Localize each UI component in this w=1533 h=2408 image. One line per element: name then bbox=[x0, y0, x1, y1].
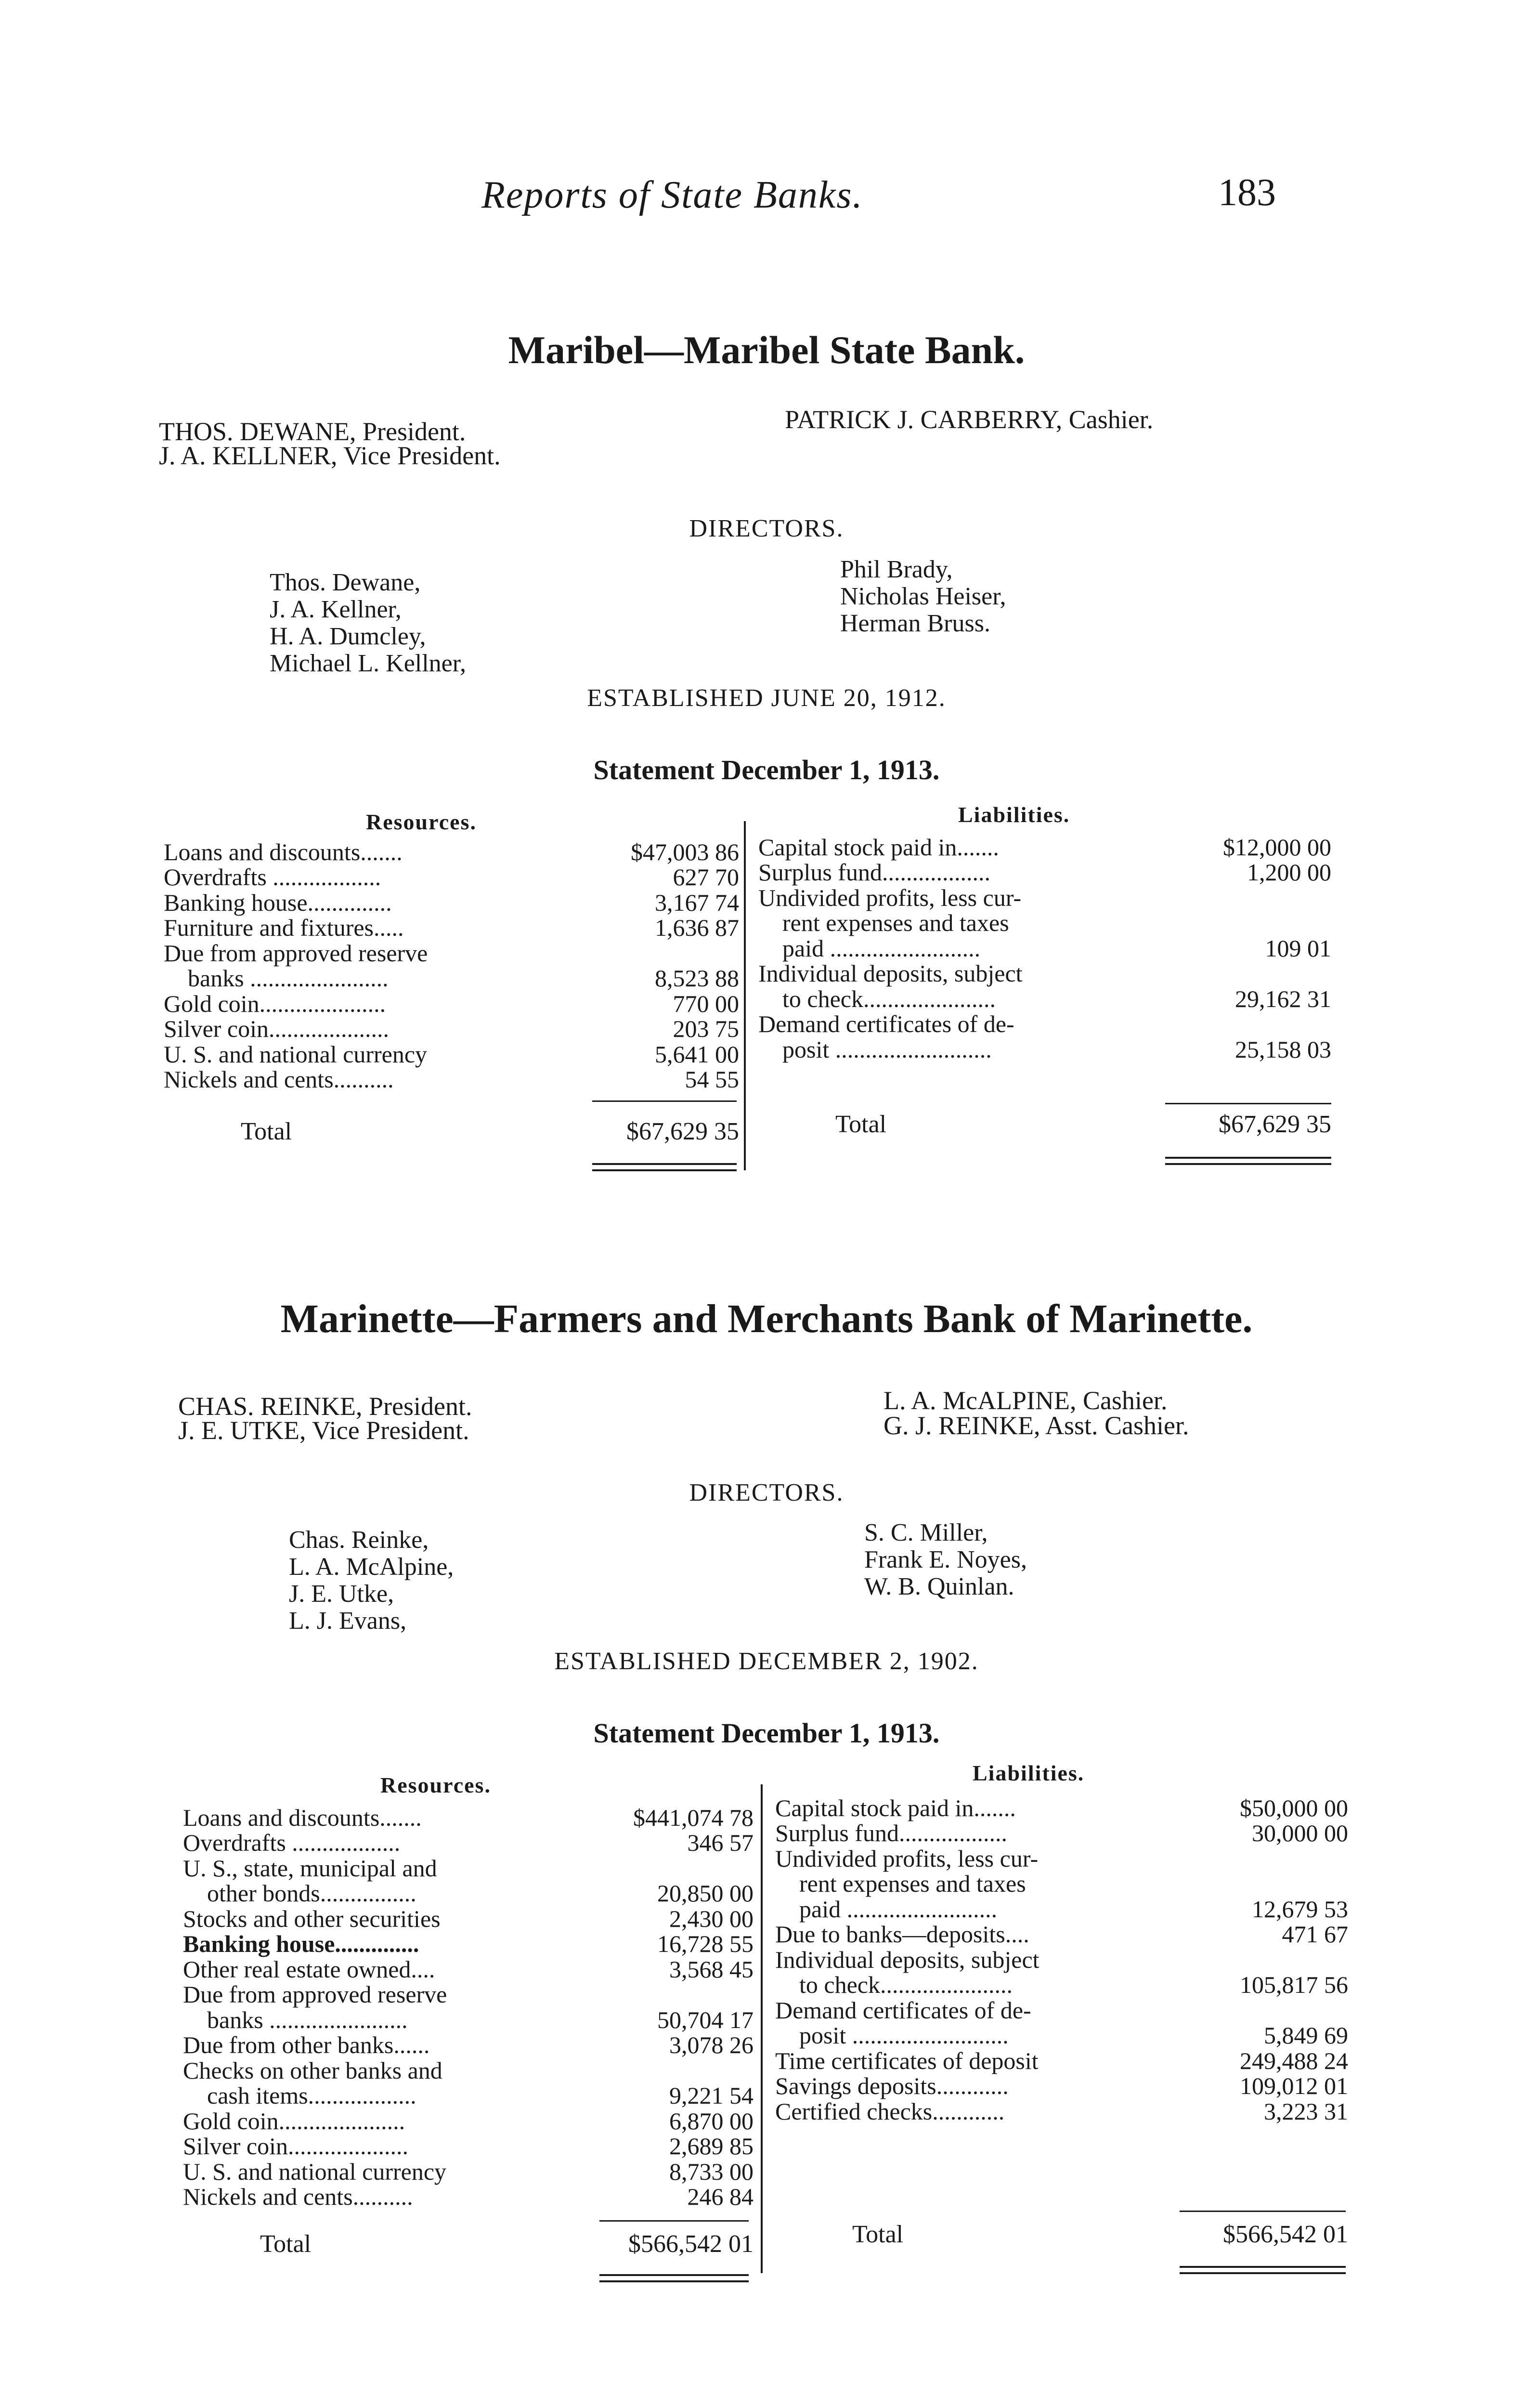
total-label: Total bbox=[241, 1118, 292, 1145]
ledger-item-amount: $441,074 78 bbox=[633, 1804, 754, 1831]
ledger-item-label: Undivided profits, less cur- bbox=[775, 1845, 1039, 1872]
director-name: Michael L. Kellner, bbox=[270, 650, 466, 677]
ledger-row bbox=[164, 1068, 739, 1094]
ledger-item-amount: 12,679 53 bbox=[1252, 1895, 1348, 1923]
director-name: L. J. Evans, bbox=[289, 1607, 407, 1635]
ledger-row bbox=[164, 967, 739, 993]
ledger-row bbox=[164, 891, 739, 916]
ledger-item-label: posit .......................... bbox=[782, 1035, 992, 1063]
ledger-item-amount: 3,568 45 bbox=[669, 1955, 754, 1983]
ledger-row bbox=[775, 1796, 1348, 1822]
ledger-row bbox=[164, 1040, 739, 1068]
ledger-item-label: posit .......................... bbox=[799, 2022, 1009, 2049]
ledger-item-amount: 770 00 bbox=[673, 990, 739, 1017]
liabilities-heading: Liabilities. bbox=[958, 802, 1070, 827]
ledger-item-amount: 3,078 26 bbox=[669, 2031, 754, 2058]
ledger-row bbox=[775, 1971, 1348, 1999]
ledger-row bbox=[183, 2160, 754, 2186]
liabilities-total-row bbox=[758, 1110, 1331, 1139]
ledger-row bbox=[164, 840, 739, 866]
ledger-item-label: Certified checks............ bbox=[775, 2097, 1005, 2125]
ledger-item-label: Checks on other banks and bbox=[183, 2056, 442, 2084]
ledger-item-label: Surplus fund.................. bbox=[775, 1819, 1007, 1846]
ledger-item-label: Silver coin.................... bbox=[183, 2133, 409, 2159]
ledger-item-label: Loans and discounts....... bbox=[183, 1804, 422, 1831]
ledger-row bbox=[775, 1819, 1348, 1847]
ledger-row bbox=[164, 939, 739, 967]
ledger-item-label: Undivided profits, less cur- bbox=[758, 884, 1022, 911]
column-divider bbox=[744, 821, 746, 1170]
total-amount: $67,629 35 bbox=[1219, 1111, 1331, 1138]
total-label: Total bbox=[852, 2221, 904, 2248]
ledger-row bbox=[183, 1930, 754, 1958]
director-name: S. C. Miller, bbox=[864, 1519, 988, 1546]
ledger-item-amount: 50,704 17 bbox=[657, 2006, 754, 2033]
ledger-item-amount: 249,488 24 bbox=[1240, 2047, 1348, 2074]
resources-total-row bbox=[183, 2230, 754, 2258]
ledger-item-label: Demand certificates of de- bbox=[758, 1010, 1014, 1037]
ledger-item-label: Nickels and cents.......... bbox=[183, 2183, 413, 2210]
total-amount: $566,542 01 bbox=[1223, 2221, 1348, 2248]
ledger-row bbox=[775, 2049, 1348, 2075]
ledger-item-label: Banking house.............. bbox=[164, 889, 392, 916]
director-name: Herman Bruss. bbox=[840, 610, 990, 637]
page-number: 183 bbox=[1218, 171, 1276, 214]
ledger-item-label: Due from approved reserve bbox=[183, 1981, 447, 2008]
ledger-item-amount: 105,817 56 bbox=[1240, 1971, 1348, 1998]
ledger-item-amount: 6,870 00 bbox=[669, 2107, 754, 2134]
ledger-item-label: Due from approved reserve bbox=[164, 939, 428, 967]
directors-heading: DIRECTORS. bbox=[689, 1479, 844, 1506]
ledger-item-label: U. S. and national currency bbox=[183, 2158, 447, 2185]
ledger-item-label: banks ....................... bbox=[188, 965, 389, 992]
ledger-item-label: to check...................... bbox=[782, 985, 996, 1012]
ledger-item-label: rent expenses and taxes bbox=[782, 909, 1009, 936]
ledger-row bbox=[183, 1806, 754, 1832]
ledger-item-amount: 9,221 54 bbox=[669, 2082, 754, 2109]
ledger-item-label: Individual deposits, subject bbox=[775, 1946, 1039, 1973]
liabilities-table bbox=[758, 833, 1331, 1063]
ledger-item-amount: 1,636 87 bbox=[655, 914, 739, 941]
ledger-item-amount: 25,158 03 bbox=[1235, 1035, 1331, 1063]
ledger-item-amount: 8,733 00 bbox=[669, 2158, 754, 2185]
officer-assistant-cashier: G. J. REINKE, Asst. Cashier. bbox=[883, 1411, 1189, 1440]
directors-list-left bbox=[289, 1527, 454, 1635]
ledger-item-label: to check...................... bbox=[799, 1971, 1013, 1998]
ledger-row bbox=[183, 1907, 754, 1933]
ledger-item-amount: 54 55 bbox=[685, 1066, 739, 1093]
director-name: J. A. Kellner, bbox=[270, 596, 402, 623]
ledger-row bbox=[183, 2084, 754, 2110]
ledger-item-amount: 2,430 00 bbox=[669, 1905, 754, 1932]
ledger-item-label: rent expenses and taxes bbox=[799, 1870, 1026, 1897]
ledger-item-amount: 471 67 bbox=[1282, 1921, 1348, 1948]
ledger-row bbox=[183, 2031, 754, 2059]
ledger-row bbox=[183, 1955, 754, 1983]
officer-president: THOS. DEWANE, President. bbox=[159, 417, 466, 446]
ledger-item-amount: 203 75 bbox=[673, 1015, 739, 1042]
ledger-item-label: Overdrafts .................. bbox=[164, 864, 381, 890]
ledger-item-label: Gold coin..................... bbox=[183, 2107, 405, 2134]
ledger-item-label: paid ......................... bbox=[782, 934, 981, 962]
director-name: Phil Brady, bbox=[840, 556, 953, 583]
ledger-item-amount: 109 01 bbox=[1265, 934, 1331, 962]
total-label: Total bbox=[835, 1111, 887, 1138]
ledger-item-label: Demand certificates of de- bbox=[775, 1996, 1031, 2024]
directors-list-left bbox=[270, 569, 466, 677]
ledger-item-amount: 20,850 00 bbox=[657, 1880, 754, 1907]
subtotal-rule bbox=[1180, 2211, 1346, 2212]
ledger-item-amount: $12,000 00 bbox=[1223, 833, 1331, 861]
officer-vice-president: J. A. KELLNER, Vice President. bbox=[159, 441, 501, 470]
ledger-row bbox=[758, 1010, 1331, 1038]
ledger-item-label: Due from other banks...... bbox=[183, 2031, 430, 2058]
ledger-item-label: Stocks and other securities bbox=[183, 1905, 441, 1932]
ledger-item-amount: 3,167 74 bbox=[655, 889, 739, 916]
ledger-row bbox=[758, 886, 1331, 912]
ledger-item-label: other bonds................ bbox=[207, 1880, 416, 1907]
ledger-item-label: Nickels and cents.......... bbox=[164, 1066, 394, 1093]
liabilities-table bbox=[775, 1796, 1348, 2125]
total-double-rule bbox=[592, 1163, 737, 1165]
director-name: Thos. Dewane, bbox=[270, 569, 421, 596]
ledger-item-amount: 29,162 31 bbox=[1235, 985, 1331, 1012]
ledger-item-amount: 2,689 85 bbox=[669, 2133, 754, 2159]
resources-total-row bbox=[164, 1117, 739, 1146]
ledger-item-amount: 246 84 bbox=[687, 2183, 754, 2210]
ledger-row bbox=[775, 1872, 1348, 1898]
bank-title: Marinette—Farmers and Merchants Bank of Marinette. bbox=[280, 1296, 1253, 1341]
director-name: Frank E. Noyes, bbox=[864, 1546, 1027, 1573]
ledger-row bbox=[758, 861, 1331, 887]
ledger-item-amount: 8,523 88 bbox=[655, 965, 739, 992]
resources-table bbox=[183, 1806, 754, 2211]
ledger-item-label: U. S., state, municipal and bbox=[183, 1854, 437, 1882]
ledger-item-label: Banking house.............. bbox=[183, 1930, 419, 1957]
ledger-item-amount: $47,003 86 bbox=[631, 838, 739, 865]
ledger-item-label: paid ......................... bbox=[799, 1895, 998, 1923]
ledger-item-amount: 1,200 00 bbox=[1247, 859, 1331, 886]
director-name: W. B. Quinlan. bbox=[864, 1573, 1014, 1600]
total-double-rule bbox=[1180, 2266, 1346, 2268]
bank-title: Maribel—Maribel State Bank. bbox=[508, 328, 1025, 372]
ledger-item-label: Savings deposits............ bbox=[775, 2072, 1009, 2099]
ledger-row bbox=[183, 2109, 754, 2135]
column-divider bbox=[761, 1784, 763, 2273]
ledger-row bbox=[758, 1035, 1331, 1063]
ledger-row bbox=[183, 1882, 754, 1908]
ledger-item-amount: 30,000 00 bbox=[1252, 1819, 1348, 1846]
ledger-item-label: Gold coin..................... bbox=[164, 990, 386, 1017]
ledger-row bbox=[164, 916, 739, 942]
ledger-item-label: Silver coin.................... bbox=[164, 1015, 390, 1042]
ledger-row bbox=[758, 934, 1331, 962]
officer-vice-president: J. E. UTKE, Vice President. bbox=[178, 1416, 469, 1445]
liabilities-total-row bbox=[775, 2220, 1348, 2249]
total-double-rule bbox=[1180, 2272, 1346, 2274]
ledger-row bbox=[758, 833, 1331, 861]
directors-list-right bbox=[840, 556, 1006, 637]
ledger-item-label: Surplus fund.................. bbox=[758, 859, 990, 886]
ledger-item-label: U. S. and national currency bbox=[164, 1040, 428, 1068]
ledger-item-label: banks ....................... bbox=[207, 2006, 408, 2033]
resources-table bbox=[164, 840, 739, 1093]
ledger-row bbox=[775, 2072, 1348, 2100]
ledger-item-amount: 109,012 01 bbox=[1240, 2072, 1348, 2099]
ledger-row bbox=[183, 1854, 754, 1882]
director-name: Nicholas Heiser, bbox=[840, 583, 1006, 610]
ledger-row bbox=[775, 2097, 1348, 2125]
ledger-item-label: Due to banks—deposits.... bbox=[775, 1921, 1029, 1948]
ledger-item-amount: 627 70 bbox=[673, 864, 739, 890]
ledger-item-label: cash items.................. bbox=[207, 2082, 416, 2109]
statement-title: Statement December 1, 1913. bbox=[593, 1717, 940, 1749]
ledger-row bbox=[164, 992, 739, 1018]
director-name: L. A. McAlpine, bbox=[289, 1553, 454, 1581]
ledger-row bbox=[758, 909, 1331, 937]
total-double-rule bbox=[1165, 1163, 1331, 1165]
ledger-item-amount: $50,000 00 bbox=[1240, 1794, 1348, 1821]
ledger-row bbox=[183, 1829, 754, 1857]
ledger-row bbox=[758, 987, 1331, 1013]
ledger-item-label: Capital stock paid in....... bbox=[758, 833, 999, 861]
ledger-row bbox=[775, 1895, 1348, 1923]
subtotal-rule bbox=[592, 1100, 737, 1102]
ledger-item-amount: 16,728 55 bbox=[657, 1930, 754, 1957]
directors-list-right bbox=[864, 1519, 1027, 1600]
established-date: ESTABLISHED JUNE 20, 1912. bbox=[587, 684, 946, 712]
ledger-row bbox=[775, 1923, 1348, 1949]
total-amount: $566,542 01 bbox=[628, 2230, 754, 2258]
resources-heading: Resources. bbox=[380, 1773, 491, 1797]
ledger-item-amount: 346 57 bbox=[687, 1829, 754, 1856]
ledger-row bbox=[775, 2024, 1348, 2050]
ledger-item-amount: 5,641 00 bbox=[655, 1040, 739, 1068]
director-name: J. E. Utke, bbox=[289, 1580, 394, 1608]
officer-cashier: PATRICK J. CARBERRY, Cashier. bbox=[785, 405, 1154, 434]
ledger-row bbox=[164, 1015, 739, 1043]
ledger-item-label: Furniture and fixtures..... bbox=[164, 914, 404, 941]
total-double-rule bbox=[592, 1169, 737, 1171]
officer-president: CHAS. REINKE, President. bbox=[178, 1392, 472, 1421]
ledger-row bbox=[183, 2183, 754, 2211]
ledger-row bbox=[183, 2056, 754, 2084]
ledger-item-label: Overdrafts .................. bbox=[183, 1829, 401, 1856]
officer-cashier: L. A. McALPINE, Cashier. bbox=[883, 1386, 1168, 1415]
established-date: ESTABLISHED DECEMBER 2, 1902. bbox=[554, 1648, 979, 1675]
director-name: Chas. Reinke, bbox=[289, 1526, 429, 1554]
resources-heading: Resources. bbox=[366, 810, 477, 834]
total-double-rule bbox=[1165, 1157, 1331, 1159]
ledger-item-label: Other real estate owned.... bbox=[183, 1955, 435, 1983]
director-name: H. A. Dumcley, bbox=[270, 623, 426, 650]
subtotal-rule bbox=[1165, 1103, 1331, 1104]
ledger-row bbox=[164, 866, 739, 891]
total-double-rule bbox=[599, 2280, 749, 2282]
ledger-item-label: Loans and discounts....... bbox=[164, 838, 403, 865]
total-double-rule bbox=[599, 2274, 749, 2276]
ledger-item-label: Individual deposits, subject bbox=[758, 960, 1023, 987]
running-title: Reports of State Banks. bbox=[481, 174, 863, 216]
directors-heading: DIRECTORS. bbox=[689, 515, 844, 542]
ledger-item-label: Time certificates of deposit bbox=[775, 2047, 1039, 2074]
ledger-item-label: Capital stock paid in....... bbox=[775, 1794, 1016, 1821]
ledger-row bbox=[758, 962, 1331, 988]
statement-title: Statement December 1, 1913. bbox=[593, 754, 940, 785]
ledger-row bbox=[775, 1948, 1348, 1974]
total-label: Total bbox=[260, 2230, 312, 2258]
subtotal-rule bbox=[599, 2220, 749, 2222]
total-amount: $67,629 35 bbox=[626, 1118, 739, 1145]
ledger-row bbox=[183, 2008, 754, 2034]
ledger-item-amount: 5,849 69 bbox=[1264, 2022, 1348, 2049]
ledger-item-amount: 3,223 31 bbox=[1264, 2097, 1348, 2125]
liabilities-heading: Liabilities. bbox=[973, 1761, 1085, 1785]
ledger-row bbox=[775, 1847, 1348, 1872]
ledger-row bbox=[775, 1996, 1348, 2024]
ledger-row bbox=[183, 1983, 754, 2009]
ledger-row bbox=[183, 2135, 754, 2160]
